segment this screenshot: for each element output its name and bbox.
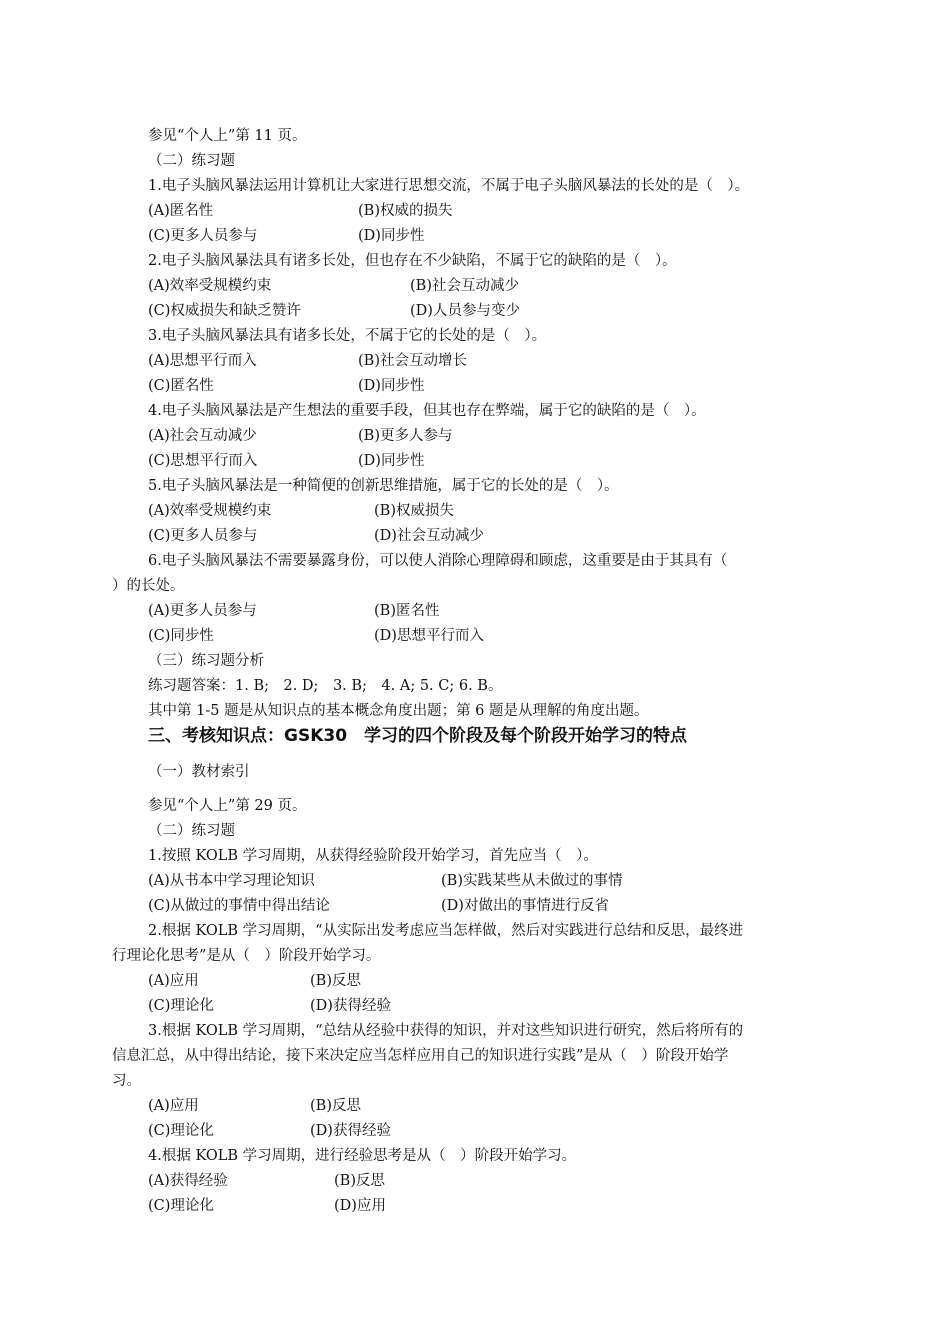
question-3-cont-2: 习。 (112, 1073, 141, 1089)
option-d: (D)同步性 (358, 378, 425, 394)
option-b: (B)反思 (310, 1098, 361, 1114)
index-title: （一）教材索引 (148, 764, 250, 780)
option-c: (C)理论化 (148, 1123, 214, 1139)
option-d: (D)同步性 (358, 228, 425, 244)
question-2-cont: 行理论化思考”是从（ ）阶段开始学习。 (112, 948, 381, 964)
practice-title: （二）练习题 (148, 153, 235, 169)
option-d: (D)同步性 (358, 453, 425, 469)
question-6: 6.电子头脑风暴法不需要暴露身份，可以使人消除心理障碍和顾虑，这重要是由于其具有（ (148, 553, 728, 569)
option-a: (A)社会互动减少 (148, 428, 257, 444)
option-c: (C)思想平行而入 (148, 453, 258, 469)
question-1: 1.按照 KOLB 学习周期，从获得经验阶段开始学习，首先应当（ ）。 (148, 848, 598, 864)
option-c: (C)从做过的事情中得出结论 (148, 898, 330, 914)
question-2: 2.电子头脑风暴法具有诸多长处，但也存在不少缺陷，不属于它的缺陷的是（ ）。 (148, 253, 677, 269)
option-a: (A)效率受规模约束 (148, 278, 272, 294)
question-4: 4.根据 KOLB 学习周期，进行经验思考是从（ ）阶段开始学习。 (148, 1148, 577, 1164)
option-a: (A)获得经验 (148, 1173, 228, 1189)
option-a: (A)从书本中学习理论知识 (148, 873, 315, 889)
option-c: (C)理论化 (148, 998, 214, 1014)
option-d: (D)社会互动减少 (374, 528, 484, 544)
option-b: (B)社会互动减少 (410, 278, 519, 294)
question-5: 5.电子头脑风暴法是一种简便的创新思维措施，属于它的长处的是（ ）。 (148, 478, 619, 494)
option-a: (A)效率受规模约束 (148, 503, 272, 519)
option-d: (D)应用 (334, 1198, 386, 1214)
option-a: (A)应用 (148, 1098, 199, 1114)
option-a: (A)更多人员参与 (148, 603, 257, 619)
textbook-reference: 参见“个人上”第 11 页。 (148, 128, 307, 144)
option-c: (C)同步性 (148, 628, 214, 644)
option-b: (B)社会互动增长 (358, 353, 467, 369)
question-3: 3.电子头脑风暴法具有诸多长处，不属于它的长处的是（ ）。 (148, 328, 547, 344)
option-b: (B)匿名性 (374, 603, 440, 619)
option-b: (B)实践某些从未做过的事情 (441, 873, 623, 889)
option-d: (D)对做出的事情进行反省 (441, 898, 609, 914)
practice-title: （二）练习题 (148, 823, 235, 839)
option-c: (C)理论化 (148, 1198, 214, 1214)
option-c: (C)更多人员参与 (148, 528, 258, 544)
option-b: (B)权威损失 (374, 503, 454, 519)
option-d: (D)人员参与变少 (410, 303, 520, 319)
option-a: (A)应用 (148, 973, 199, 989)
textbook-reference: 参见“个人上”第 29 页。 (148, 798, 307, 814)
option-d: (D)获得经验 (310, 998, 391, 1014)
option-b: (B)更多人参与 (358, 428, 453, 444)
option-b: (B)反思 (334, 1173, 385, 1189)
question-6-cont: ）的长处。 (112, 578, 185, 594)
question-2: 2.根据 KOLB 学习周期，“从实际出发考虑应当怎样做，然后对实践进行总结和反思，最终进 (148, 923, 744, 939)
option-b: (B)反思 (310, 973, 361, 989)
analysis-title: （三）练习题分析 (148, 653, 264, 669)
question-4: 4.电子头脑风暴法是产生想法的重要手段，但其也存在弊端，属于它的缺陷的是（ ）。 (148, 403, 706, 419)
option-c: (C)匿名性 (148, 378, 214, 394)
option-a: (A)匿名性 (148, 203, 214, 219)
analysis-note: 其中第 1-5 题是从知识点的基本概念角度出题；第 6 题是从理解的角度出题。 (148, 703, 649, 719)
question-3: 3.根据 KOLB 学习周期，“总结从经验中获得的知识，并对这些知识进行研究，然后将所有的 (148, 1023, 744, 1039)
option-d: (D)获得经验 (310, 1123, 391, 1139)
question-3-cont: 信息汇总，从中得出结论，接下来决定应当怎样应用自己的知识进行实践”是从（ ）阶段开始学 (112, 1048, 729, 1064)
option-c: (C)权威损失和缺乏赞许 (148, 303, 301, 319)
section-heading: 三、考核知识点：GSK30 学习的四个阶段及每个阶段开始学习的特点 (148, 726, 688, 746)
option-d: (D)思想平行而入 (374, 628, 484, 644)
option-c: (C)更多人员参与 (148, 228, 258, 244)
option-a: (A)思想平行而入 (148, 353, 257, 369)
option-b: (B)权威的损失 (358, 203, 453, 219)
answer-key: 练习题答案：1. B; 2. D; 3. B; 4. A; 5. C; 6. B。 (148, 678, 503, 694)
question-1: 1.电子头脑风暴法运用计算机让大家进行思想交流，不属于电子头脑风暴法的长处的是（ ）。 (148, 178, 750, 194)
